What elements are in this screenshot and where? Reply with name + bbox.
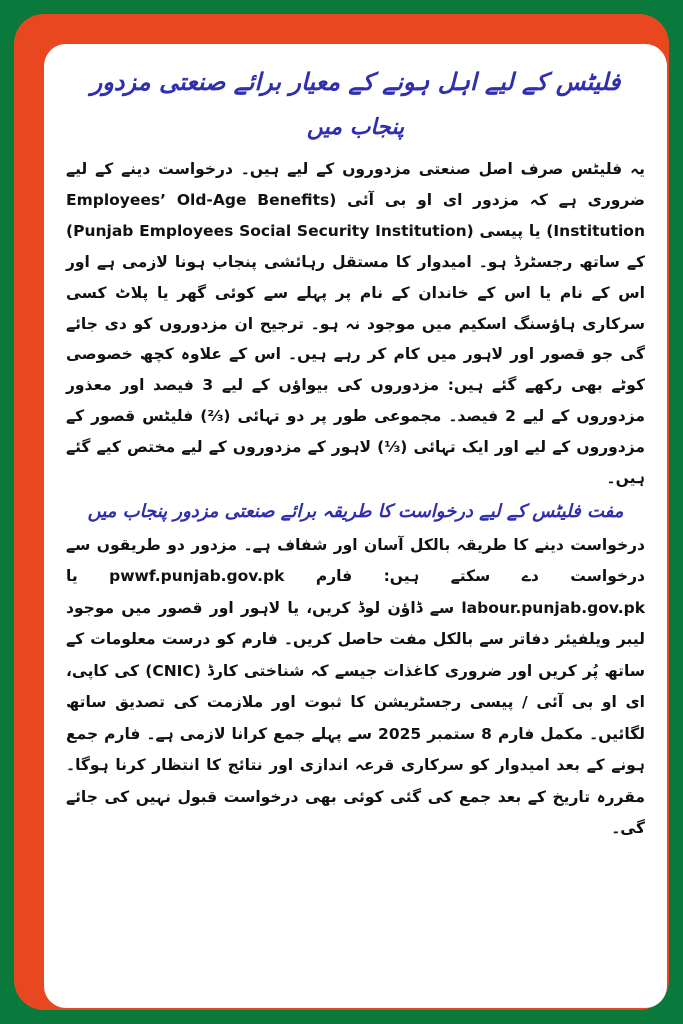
eligibility-paragraph: یہ فلیٹس صرف اصل صنعتی مزدوروں کے لیے ہیں۔ درخواست دینے کے لیے ضروری ہے کہ مزدور ای او بی آئی (Employees’ Old-Age Benefits Institution) یا پیسی (Punjab Employees Social Security Institution) کے ساتھ رجسٹرڈ ہو۔ امیدوار کا مستقل رہائشی پنجاب ہونا لازمی ہے اور اس کے نام یا اس کے خاندان کے نام پر پہلے سے کوئی گھر یا پلاٹ کسی سرکاری ہاؤسنگ اسکیم میں موجود نہ ہو۔ ترجیح ان مزدوروں کو دی جائے گی جو قصور اور لاہور میں کام کر رہے ہیں۔ اس کے علاوہ کچھ خصوصی کوٹے بھی رکھے گئے ہیں: مزدوروں کی بیواؤں کے لیے 3 فیصد اور معذور مزدوروں کے لیے 2 فیصد۔ مجموعی طور پر دو تہائی (⅔) فلیٹس قصور کے مزدوروں کے لیے اور ایک تہائی (⅓) لاہور کے مزدوروں کے لیے مختص کیے گئے ہیں۔	[66, 160, 645, 488]
application-subheading: مفت فلیٹس کے لیے درخواست کا طریقہ برائے صنعتی مزدور پنجاب میں	[87, 500, 624, 522]
poster-content	[44, 44, 667, 845]
poster-title-region: پنجاب میں	[306, 115, 405, 140]
poster-frame	[14, 14, 669, 1010]
poster-title: فلیٹس کے لیے اہل ہونے کے معیار برائے صنعتی مزدور	[90, 68, 621, 96]
application-paragraph: درخواست دینے کا طریقہ بالکل آسان اور شفاف ہے۔ مزدور دو طریقوں سے درخواست دے سکتے ہیں: فارم pwwf.punjab.gov.pk یا labour.punjab.gov.pk سے ڈاؤن لوڈ کریں، یا لاہور اور قصور میں موجود لیبر ویلفیئر دفاتر سے بالکل مفت حاصل کریں۔ فارم کو درست معلومات کے ساتھ پُر کریں اور ضروری کاغذات جیسے کہ شناختی کارڈ (CNIC) کی کاپی، ای او بی آئی / پیسی رجسٹریشن کا ثبوت اور ملازمت کی تصدیق ساتھ لگائیں۔ مکمل فارم 8 ستمبر 2025 سے پہلے جمع کرانا لازمی ہے۔ فارم جمع ہونے کے بعد امیدوار کو سرکاری قرعہ اندازی اور نتائج کا انتظار کرنا ہوگا۔ مقررہ تاریخ کے بعد جمع کی گئی کوئی بھی درخواست قبول نہیں کی جائے گی۔	[66, 535, 646, 838]
poster-card	[44, 44, 667, 1008]
